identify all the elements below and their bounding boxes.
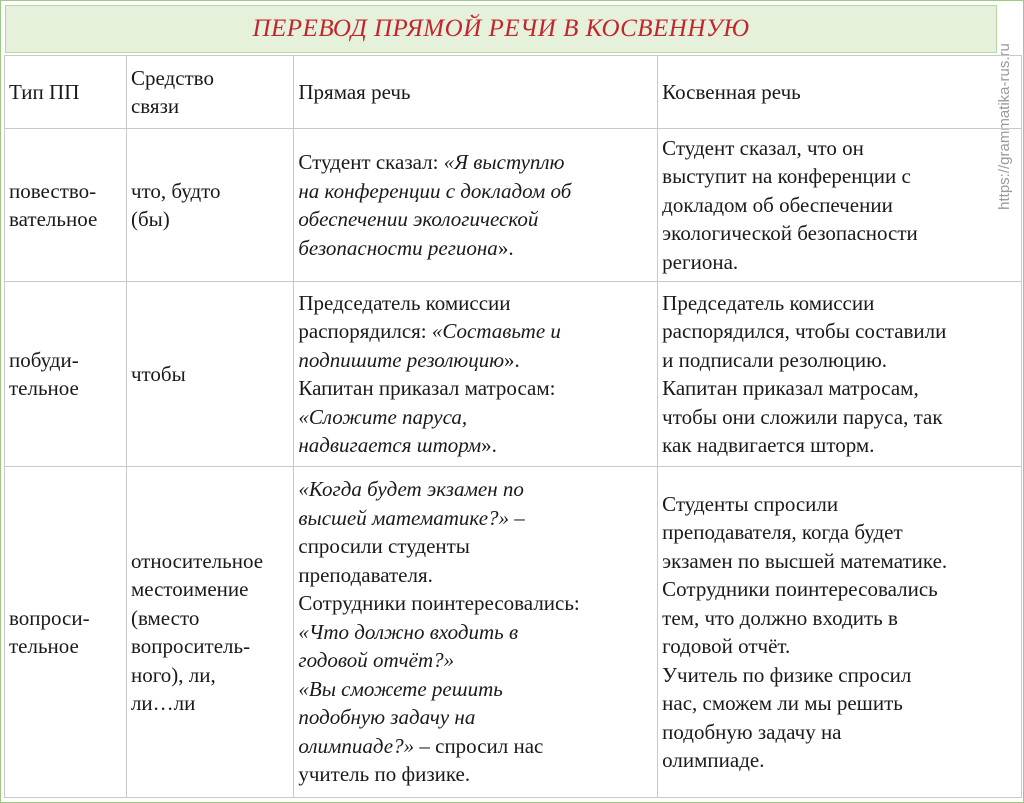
quoted-speech: «Что должно входить в xyxy=(298,619,519,644)
direct-speech-line xyxy=(298,403,653,432)
means-line: ли…ли xyxy=(130,691,196,715)
indirect-speech-line: нас, сможем ли мы решить xyxy=(662,691,903,715)
means-line: (бы) xyxy=(130,207,170,231)
quoted-speech: подпишите резолюцию xyxy=(298,347,505,372)
indirect-speech-line: годовой отчёт. xyxy=(662,634,791,658)
header-direct: Прямая речь xyxy=(294,56,658,129)
direct-speech-line xyxy=(298,760,653,789)
quoted-speech: обеспечении экологической xyxy=(298,207,539,231)
indirect-speech-line: экологической безопасности xyxy=(662,221,918,246)
quoted-speech: «Я выступлю xyxy=(443,150,565,174)
direct-speech-line xyxy=(298,589,653,618)
means-line: ного), ли, xyxy=(130,662,216,687)
speech-conversion-table xyxy=(4,55,1022,798)
means-line: относительное xyxy=(130,548,264,573)
quoted-speech: «Составьте и xyxy=(431,319,561,343)
direct-speech-line xyxy=(298,148,653,177)
quoted-speech: «Вы сможете решить xyxy=(298,676,503,701)
cell-type xyxy=(5,467,127,798)
direct-speech-line xyxy=(298,703,653,732)
table-row xyxy=(5,282,1022,467)
direct-speech-line xyxy=(298,234,653,263)
indirect-speech-line: Студенты спросили xyxy=(662,491,839,516)
indirect-speech-line: олимпиаде. xyxy=(662,748,765,772)
means-line: чтобы xyxy=(130,361,186,386)
quoted-speech: надвигается шторм xyxy=(298,433,482,457)
author-words: Капитан приказал матросам: xyxy=(298,376,556,400)
cell-indirect xyxy=(658,282,1022,467)
means-line: что, будто xyxy=(130,178,221,203)
header-indirect: Косвенная речь xyxy=(658,56,1022,129)
header-means-line: Средство xyxy=(130,65,214,90)
direct-speech-line xyxy=(298,317,653,346)
direct-speech-line xyxy=(298,618,653,647)
cell-type xyxy=(5,129,127,282)
type-line: тельное xyxy=(9,376,79,400)
direct-speech-line xyxy=(298,431,653,460)
type-line: тельное xyxy=(9,634,79,658)
direct-speech-line xyxy=(298,646,653,675)
cell-means xyxy=(126,467,293,798)
means-line: вопроситель- xyxy=(130,634,251,658)
indirect-speech-line: как надвигается шторм. xyxy=(662,433,875,457)
cell-type xyxy=(5,282,127,467)
author-words: Студент сказал: xyxy=(298,150,444,174)
cell-indirect xyxy=(658,129,1022,282)
indirect-speech-line: Сотрудники поинтересовались xyxy=(662,577,938,601)
author-words: распорядился: xyxy=(298,319,432,343)
title-band xyxy=(5,5,997,53)
direct-speech-line xyxy=(298,346,653,375)
cell-direct xyxy=(294,129,658,282)
direct-speech-line xyxy=(298,532,653,561)
direct-speech-line xyxy=(298,289,653,318)
quoted-speech: олимпиаде?» xyxy=(298,733,420,758)
indirect-speech-line: докладом об обеспечении xyxy=(662,192,893,217)
quoted-speech: «Сложите паруса, xyxy=(298,404,468,429)
type-line: повество- xyxy=(9,178,97,203)
author-words: учитель по физике. xyxy=(298,762,471,787)
header-type: Тип ПП xyxy=(5,56,127,129)
table-row xyxy=(5,129,1022,282)
quoted-speech: высшей математике?» xyxy=(298,505,515,530)
author-words: ». xyxy=(504,347,520,372)
header-means xyxy=(126,56,293,129)
indirect-speech-line: региона. xyxy=(662,249,739,274)
quoted-speech: годовой отчёт?» xyxy=(298,648,455,673)
indirect-speech-line: чтобы они сложили паруса, так xyxy=(662,404,943,429)
cell-direct xyxy=(294,282,658,467)
direct-speech-line xyxy=(298,504,653,533)
means-line: (вместо xyxy=(130,605,200,630)
cell-direct xyxy=(294,467,658,798)
means-line: местоимение xyxy=(130,577,249,601)
direct-speech-line xyxy=(298,374,653,403)
indirect-speech-line: Председатель комиссии xyxy=(662,290,875,315)
type-line: вопроси- xyxy=(9,605,90,630)
cell-indirect xyxy=(658,467,1022,798)
header-means-line: связи xyxy=(130,94,180,118)
quoted-speech: «Когда будет экзамен по xyxy=(298,477,524,502)
author-words: ». xyxy=(481,433,497,457)
direct-speech-line xyxy=(298,732,653,761)
indirect-speech-line: Учитель по физике спросил xyxy=(662,662,912,687)
author-words: спросили студенты xyxy=(298,534,470,559)
watermark-text: https://grammatika-rus.ru xyxy=(995,42,1013,210)
cell-means xyxy=(126,282,293,467)
cell-means xyxy=(126,129,293,282)
author-words: – xyxy=(514,505,525,530)
indirect-speech-line: преподавателя, когда будет xyxy=(662,520,903,544)
type-line: вательное xyxy=(9,207,98,231)
quoted-speech: на конференции с докладом об xyxy=(298,178,572,203)
quoted-speech: подобную задачу на xyxy=(298,705,476,730)
direct-speech-line xyxy=(298,475,653,504)
author-words: Председатель комиссии xyxy=(298,290,511,315)
direct-speech-line xyxy=(298,205,653,234)
indirect-speech-line: тем, что должно входить в xyxy=(662,605,898,630)
direct-speech-line xyxy=(298,177,653,206)
author-words: преподавателя. xyxy=(298,562,433,587)
author-words: Сотрудники поинтересовались: xyxy=(298,591,580,616)
table-header-row xyxy=(5,56,1022,129)
page-title: ПЕРЕВОД ПРЯМОЙ РЕЧИ В КОСВЕННУЮ xyxy=(252,15,750,42)
direct-speech-line xyxy=(298,675,653,704)
indirect-speech-line: и подписали резолюцию. xyxy=(662,347,888,372)
author-words: – спросил нас xyxy=(419,733,544,758)
table-row xyxy=(5,467,1022,798)
type-line: побуди- xyxy=(9,347,79,372)
indirect-speech-line: Капитан приказал матросам, xyxy=(662,376,919,400)
indirect-speech-line: выступит на конференции с xyxy=(662,164,911,189)
indirect-speech-line: экзамен по высшей математике. xyxy=(662,548,948,573)
indirect-speech-line: Студент сказал, что он xyxy=(662,135,864,160)
quoted-speech: безопасности региона xyxy=(298,235,498,260)
author-words: ». xyxy=(497,235,514,260)
indirect-speech-line: распорядился, чтобы составили xyxy=(662,319,947,343)
indirect-speech-line: подобную задачу на xyxy=(662,719,842,744)
direct-speech-line xyxy=(298,561,653,590)
